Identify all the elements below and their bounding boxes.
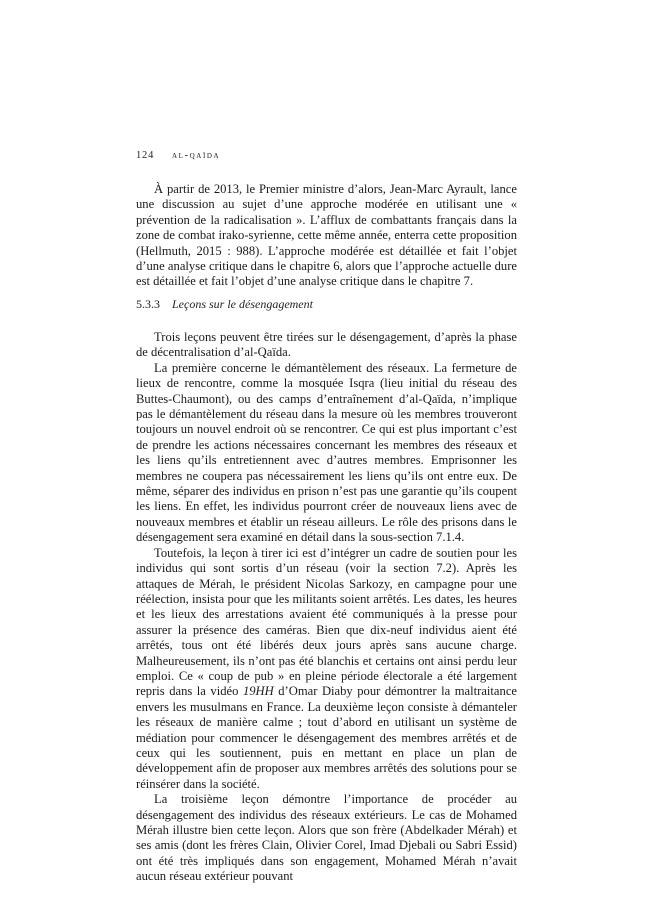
text-block-intro	[136, 182, 517, 290]
paragraph: À partir de 2013, le Premier ministre d’alors, Jean-Marc Ayrault, lance une discussion au sujet d’une approche modérée en utilisant une « prévention de la radicalisation ». L’afflux de combattants français dans la zone de combat irako-syrienne, cette même année, enterra cette proposition (Hellmuth, 2015 : 988). L’approche modérée est détaillée et fait l’objet d’une analyse critique dans le chapitre 6, alors que l’approche actuelle dure est détaillée et fait l’objet d’une analyse critique dans le chapitre 7.	[136, 182, 517, 289]
section-title: Leçons sur le désengagement	[172, 297, 313, 311]
paragraph: La première concerne le démantèlement des réseaux. La fermeture de lieux de rencontre, comme la mosquée Isqra (lieu initial du réseau des Buttes-Chaumont), ou des camps d’entraînement d’al-Qaïda, n’implique pas le démantèlement du réseau dans la mesure où les membres trouveront toujours un nouvel endroit où se rencontrer. Ce qui est plus important c’est de prendre les actions nécessaires concernant les membres des réseaux et les liens qu’ils entretiennent avec d’autres membres. Emprisonner les membres ne coupera pas nécessairement les liens qu’ils ont entre eux. De même, séparer des individus en prison n’est pas une garantie qu’ils coupent les liens. En effet, les individus pourront créer de nouveaux liens avec de nouveaux membres et établir un réseau ailleurs. Le rôle des prisons dans le désengagement sera examiné en détail dans la sous-section 7.1.4.	[136, 360, 517, 545]
text-block-section	[136, 330, 517, 885]
paragraph-text: d’Omar Diaby pour démontrer la maltraitance envers les musulmans en France. La deuxième leçon consiste à démanteler les réseaux de manière calme ; tout d’abord en utilisant un système de médiation pour commencer le désengagement des membres arrêtés et de ceux qui les soutiennent, puis en mettant en place un plan de développement afin de proposer aux membres arrêtés des solutions pour se réinsérer dans la société.	[136, 684, 517, 791]
section-number: 5.3.3	[136, 297, 160, 311]
paragraph-text: Toutefois, la leçon à tirer ici est d’intégrer un cadre de soutien pour les individus qui sont sortis d’un réseau (voir la section 7.2). Après les attaques de Mérah, le président Nicolas Sarkozy, en campagne pour une réélection, insista pour que les militants soient arrêtés. Les dates, les heures et les lieux des arrestations avaient été communiqués à la presse pour assurer la présence des caméras. Bien que dix-neuf individus aient été arrêtés, tous ont été libérés deux jours après sans aucune charge. Malheureusement, ils n’ont pas été blanchis et certains ont ainsi perdu leur emploi. Ce « coup de pub » en pleine période électorale a été largement repris dans la vidéo	[136, 545, 517, 699]
video-title: 19HH	[242, 684, 274, 699]
page-number: 124	[136, 150, 155, 161]
paragraph: Trois leçons peuvent être tirées sur le désengagement, d’après la phase de décentralisation d’al-Qaïda.	[136, 330, 517, 360]
paragraph: La troisième leçon démontre l’importance de procéder au désengagement des individus des réseaux extérieurs. Le cas de Mohamed Mérah illustre bien cette leçon. Alors que son frère (Abdelkader Mérah) et ses amis (dont les frères Clain, Olivier Corel, Imad Djebali ou Sabri Essid) ont été très impliqués dans son engagement, Mohamed Mérah n’avait aucun réseau extérieur pouvant	[136, 792, 517, 884]
section-heading	[136, 297, 313, 312]
running-head	[136, 150, 220, 161]
chapter-running-title: al-qaïda	[172, 150, 221, 161]
paragraph	[136, 546, 517, 793]
